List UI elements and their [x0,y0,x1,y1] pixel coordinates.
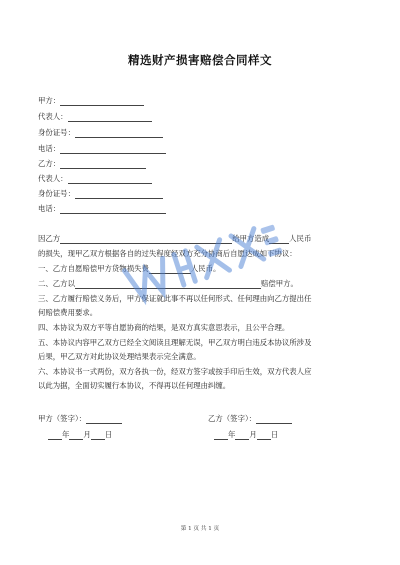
intro-line-2: 的损失，现甲乙双方根据各自的过失程度经双方充分协商后自愿达成如下协议： [38,249,297,258]
blank-line [60,145,166,154]
blank-line [256,415,292,424]
blank-line [235,431,249,440]
party-b-id-field: 身份证号： [38,189,163,199]
party-a-phone-field: 电话： [38,144,166,154]
blank-line [60,160,146,169]
clause-6-line-1: 六、本协议书一式两份，双方各执一份，经双方签字或按手印后生效，双方代表人应 [38,367,312,376]
party-b-representative-field: 代表人： [38,174,152,184]
party-b-date: 年 月 日 [214,430,278,440]
clause-3-line-2: 何赔偿费用要求。 [38,308,98,317]
clause-3-line-1: 三、乙方履行赔偿义务后，甲方保证就此事不再以任何形式、任何理由向乙方提出任 [38,294,312,303]
intro-line-1: 因乙方 给甲方造成 人民币 [38,234,312,243]
blank-line [60,97,144,106]
document-title: 精选财产损害赔偿合同样文 [128,53,272,67]
clause-1: 一、乙方自愿赔偿甲方货物损失费 人民币。 [38,264,221,273]
party-b-phone-field: 电话： [38,204,166,214]
blank-line [48,431,62,440]
party-a-name-field: 甲方： [38,96,144,106]
clause-4: 四、本协议为双方平等自愿协商的结果，是双方真实意思表示，且公平合理。 [38,323,290,332]
page-footer: 第 1 页 共 1 页 [180,526,220,532]
blank-line [86,415,122,424]
blank-line [69,431,83,440]
blank-line [214,431,228,440]
party-a-date: 年 月 日 [48,430,112,440]
clause-5-line-2: 后果，甲乙双方对此协议处理结果表示完全满意。 [38,352,201,361]
blank-line [75,129,163,138]
clause-2: 二、乙方以 赔偿甲方。 [38,279,298,288]
blank-line [68,175,152,184]
watermark-logo [111,203,294,322]
party-a-signature: 甲方（签字）： [38,414,122,424]
party-b-name-field: 乙方： [38,159,146,169]
party-a-id-field: 身份证号： [38,128,163,138]
clause-6-line-2: 以此为据，全面切实履行本协议，不得再以任何理由纠缠。 [38,381,231,390]
party-b-signature: 乙方（签字）： [208,414,292,424]
party-a-representative-field: 代表人： [38,112,152,122]
blank-line [257,431,271,440]
blank-line [68,113,152,122]
blank-line [75,190,163,199]
clause-5-line-1: 五、本协议内容甲乙双方已经全文阅读且理解无误，甲乙双方明白违反本协议所涉及 [38,338,312,347]
blank-line [91,431,105,440]
blank-line [60,205,166,214]
